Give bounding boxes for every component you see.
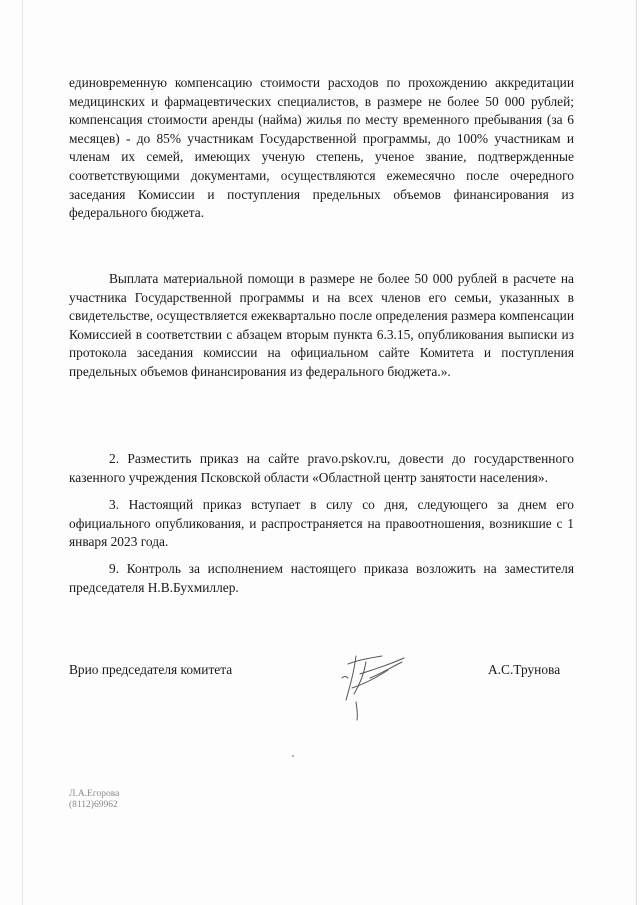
paragraph-text: 9. Контроль за исполнением настоящего приказа возложить на заместителя председателя Н.В.Бухмиллер.	[69, 561, 574, 595]
paragraph-item-3	[69, 496, 574, 552]
scan-edge-right	[636, 0, 637, 905]
paragraph-text: Выплата материальной помощи в размере не более 50 000 рублей в расчете на участника Государственной программы и на всех членов его семьи, указанных в свидетельстве, осуществляется ежеквартально после определения размера компенсации Комиссией в соответствии с абзацем вторым пункта 6.3.15, опубликования выписки из протокола заседания комиссии на официальном сайте Комитета и поступления предельных объемов финансирования из федерального бюджета.».	[69, 271, 574, 379]
executor-phone: (8112)69962	[69, 800, 118, 810]
executor-name: Л.А.Егорова	[69, 789, 120, 799]
paragraph-text: 3. Настоящий приказ вступает в силу со дня, следующего за днем его официального опубликования, и распространяется на правоотношения, возникшие с 1 января 2023 года.	[69, 497, 574, 550]
scan-speck	[292, 755, 294, 757]
paragraph-text: 2. Разместить приказ на сайте pravo.pskov.ru, довести до государственного казенного учреждения Псковской области «Областной центр занятости населения».	[69, 451, 574, 485]
signer-position: Врио председателя комитета	[69, 662, 233, 677]
paragraph-compensation	[69, 74, 574, 223]
paragraph-item-9	[69, 560, 574, 597]
signer-name: А.С.Трунова	[488, 662, 561, 677]
scan-edge-left	[22, 0, 23, 905]
paragraph-material-aid	[69, 270, 574, 382]
paragraph-item-2	[69, 450, 574, 487]
handwritten-signature	[330, 644, 420, 724]
executor-info	[69, 789, 119, 811]
paragraph-text: единовременную компенсацию стоимости расходов по прохождению аккредитации медицинских и фармацевтических специалистов, в размере не более 50 000 рублей; компенсация стоимости аренды (найма) жилья по месту временного пребывания (за 6 месяцев) - до 85% участникам Государственной программы, до 100% участникам и членам их семей, имеющих ученую степень, ученое звание, подтвержденные соответствующими документами, осуществляются ежемесячно после очередного заседания Комиссии и поступления предельных объемов финансирования из федерального бюджета.	[69, 75, 574, 221]
